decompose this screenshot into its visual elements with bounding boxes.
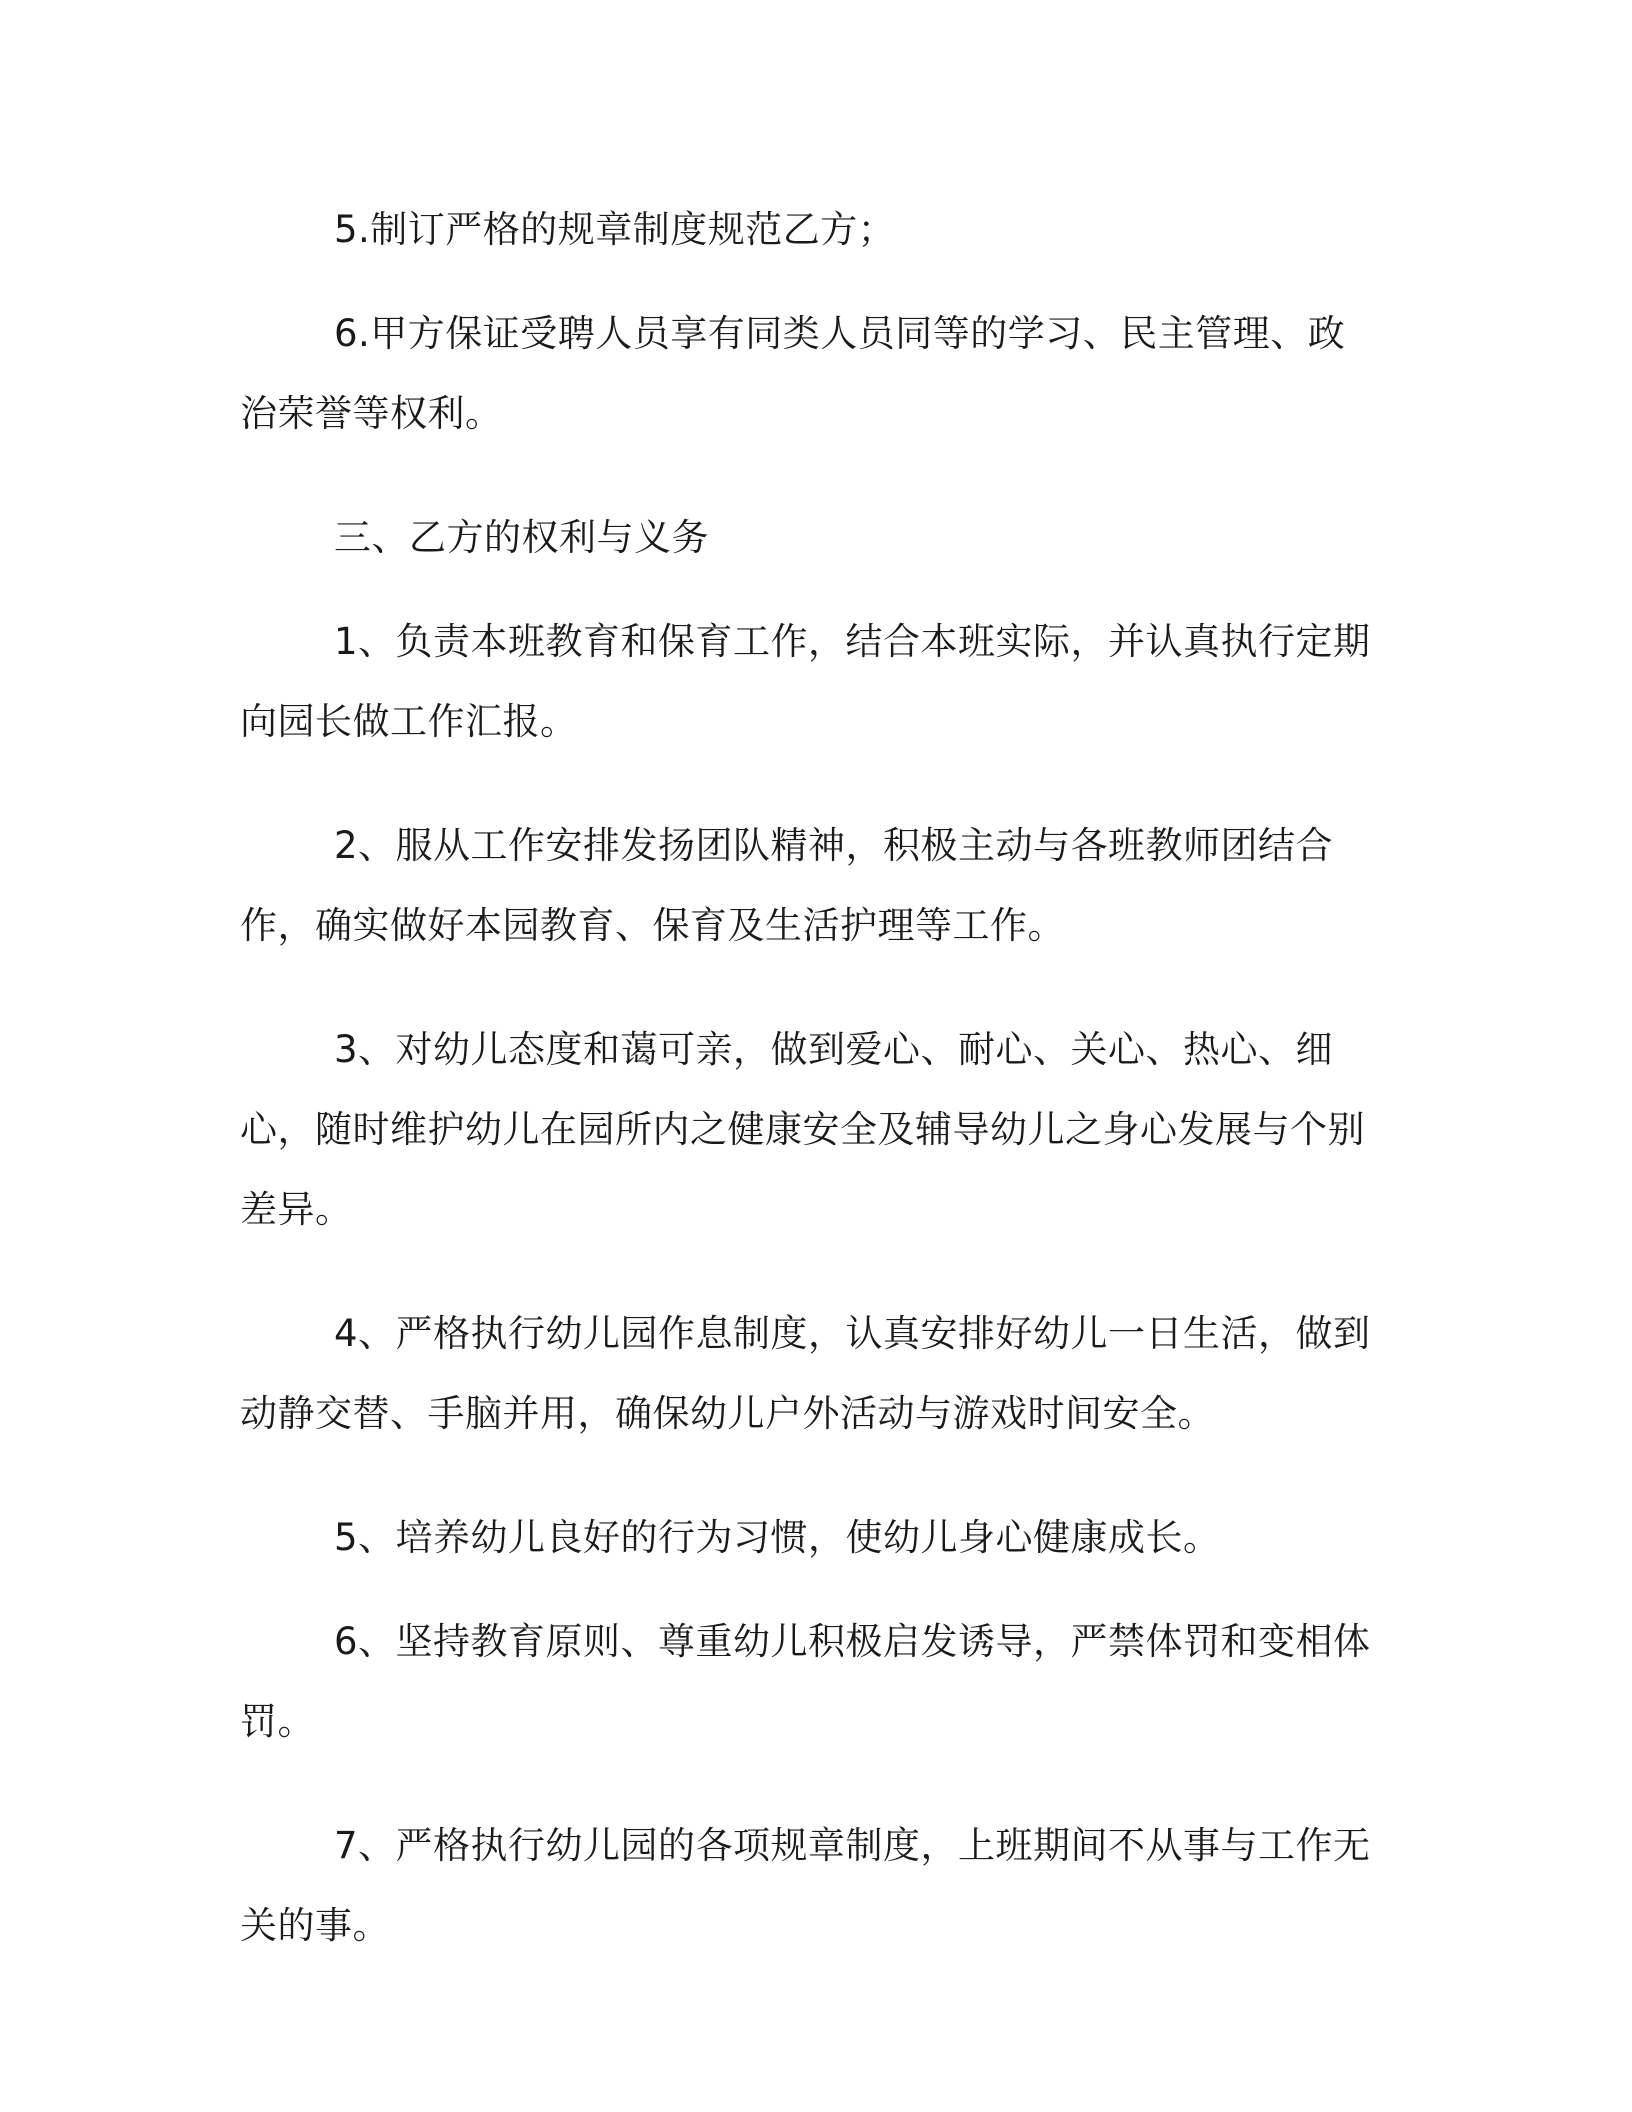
paragraph-party-b-item-2: 2、服从工作安排发扬团队精神，积极主动与各班教师团结合作，确实做好本园教育、保育及生活护理等工作。 — [240, 824, 1334, 947]
paragraph-party-b-item-6: 6、坚持教育原则、尊重幼儿积极启发诱导，严禁体罚和变相体罚。 — [240, 1620, 1371, 1743]
section-heading-party-b-rights: 三、乙方的权利与义务 — [334, 516, 709, 559]
paragraph-party-a-item-5: 5.制订严格的规章制度规范乙方； — [334, 208, 896, 251]
paragraph-party-b-item-3: 3、对幼儿态度和蔼可亲，做到爱心、耐心、关心、热心、细心，随时维护幼儿在园所内之健康安全及辅导幼儿之身心发展与个别差异。 — [240, 1028, 1365, 1231]
paragraph-party-b-item-7: 7、严格执行幼儿园的各项规章制度，上班期间不从事与工作无关的事。 — [240, 1824, 1371, 1947]
paragraph-party-b-item-1: 1、负责本班教育和保育工作，结合本班实际，并认真执行定期向园长做工作汇报。 — [240, 620, 1371, 743]
paragraph-party-b-item-5: 5、培养幼儿良好的行为习惯，使幼儿身心健康成长。 — [334, 1516, 1221, 1559]
document-body — [240, 190, 1380, 2010]
paragraph-party-b-item-4: 4、严格执行幼儿园作息制度，认真安排好幼儿一日生活，做到动静交替、手脑并用，确保幼儿户外活动与游戏时间安全。 — [240, 1312, 1371, 1435]
paragraph-party-a-item-6: 6.甲方保证受聘人员享有同类人员同等的学习、民主管理、政治荣誉等权利。 — [240, 312, 1346, 435]
